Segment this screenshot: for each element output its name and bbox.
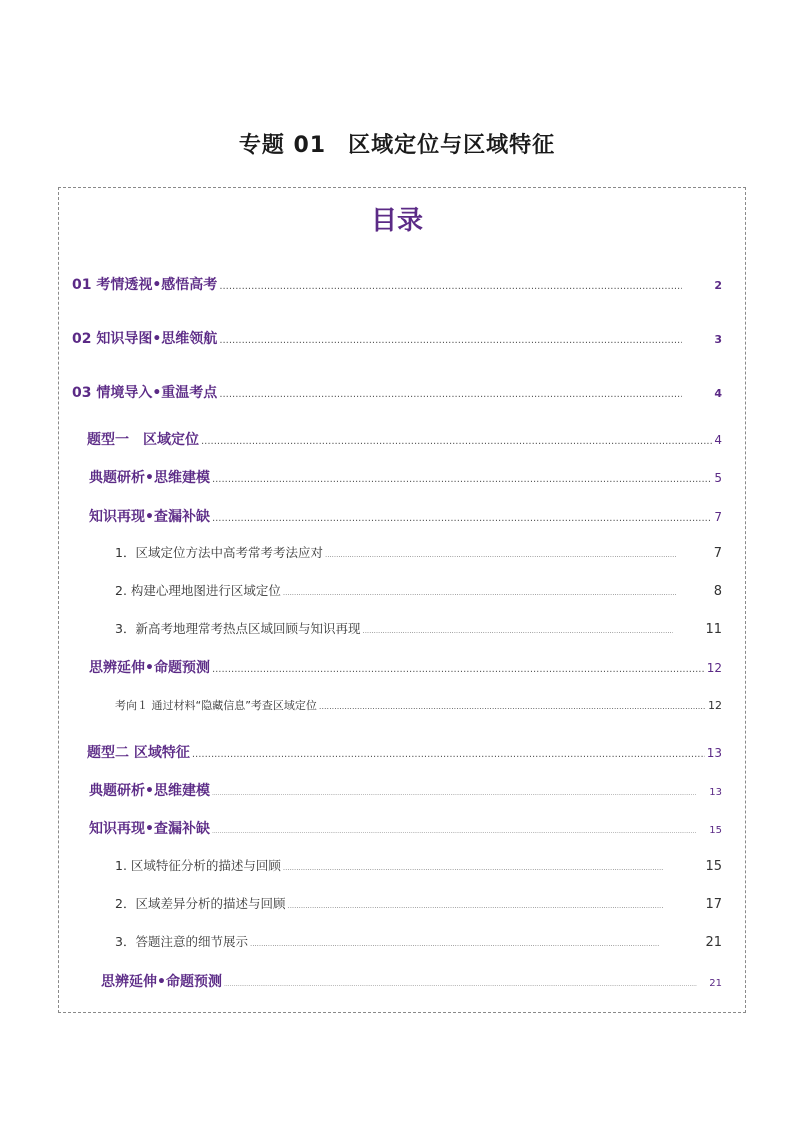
toc-entry-label: 题型二 区域特征 — [87, 745, 190, 761]
toc-entry-page: 15 — [705, 859, 722, 874]
toc-entry-page: 12 — [706, 661, 722, 675]
toc-entry-direction-one[interactable] — [115, 697, 722, 713]
toc-leader — [201, 436, 712, 447]
toc-entry-label: 思辨延伸•命题预测 — [101, 974, 222, 990]
toc-box — [58, 187, 746, 1013]
toc-entry-page: 2 — [714, 279, 722, 292]
toc-leader — [219, 335, 682, 346]
toc-entry-page: 4 — [714, 387, 722, 400]
toc-entry-label: 1．区域定位方法中高考常考考法应对 — [115, 545, 323, 560]
toc-entry-label: 2. 构建心理地图进行区域定位 — [115, 583, 281, 598]
toc-entry-label: 典题研析•思维建模 — [89, 470, 210, 486]
toc-leader — [219, 389, 682, 400]
toc-entry-knowledge-review-two[interactable] — [89, 818, 722, 838]
document-title — [0, 128, 794, 159]
toc-entry-label: 知识再现•查漏补缺 — [89, 509, 210, 525]
toc-entry-page: 7 — [713, 546, 722, 561]
toc-entry-page: 15 — [709, 825, 722, 836]
toc-entry-label: 知识再现•查漏补缺 — [89, 821, 210, 837]
toc-leader — [224, 981, 697, 988]
toc-entry-extension-two[interactable] — [101, 971, 722, 991]
toc-leader — [250, 940, 659, 948]
toc-entry-typical-analysis[interactable] — [89, 467, 722, 487]
toc-entry-knowledge-map[interactable] — [72, 328, 722, 348]
toc-entry-label: 考向１ 通过材料“隐藏信息”考查区域定位 — [115, 699, 317, 712]
toc-entry-page: 5 — [714, 471, 722, 485]
toc-entry-scenario[interactable] — [72, 382, 722, 402]
toc-entry-page: 8 — [713, 584, 722, 599]
toc-leader — [212, 664, 705, 675]
toc-entry-page: 13 — [709, 787, 722, 798]
toc-entry-label: 03 情境导入•重温考点 — [72, 385, 218, 401]
toc-leader — [362, 627, 673, 635]
toc-entry-type-one[interactable] — [87, 429, 722, 449]
toc-heading: 目录 — [370, 206, 423, 236]
toc-leader — [283, 589, 676, 597]
toc-entry-exam-insight[interactable] — [72, 274, 722, 294]
toc-entry-feature-analysis[interactable] — [115, 856, 722, 874]
toc-entry-page: 17 — [705, 897, 722, 912]
toc-entry-label: 2．区域差异分析的描述与回顾 — [115, 896, 286, 911]
toc-entry-label: 典题研析•思维建模 — [89, 783, 210, 799]
toc-leader — [287, 902, 663, 910]
toc-leader — [212, 790, 697, 797]
toc-entry-hot-regions[interactable] — [115, 619, 722, 637]
toc-entry-page: 3 — [714, 333, 722, 346]
toc-entry-label: 思辨延伸•命题预测 — [89, 660, 210, 676]
title-prefix: 专题 01 — [238, 133, 327, 158]
toc-leader — [319, 702, 706, 711]
toc-entry-label: 01 考情透视•感悟高考 — [72, 277, 218, 293]
toc-entry-difference-analysis[interactable] — [115, 894, 722, 912]
toc-entry-label: 1. 区域特征分析的描述与回顾 — [115, 858, 281, 873]
toc-entry-label: 题型一 区域定位 — [87, 432, 199, 448]
toc-leader — [212, 828, 697, 835]
toc-entry-extension-one[interactable] — [89, 657, 722, 677]
toc-leader — [219, 281, 682, 292]
toc-entry-knowledge-review[interactable] — [89, 506, 722, 526]
title-main: 区域定位与区域特征 — [348, 133, 556, 158]
toc-leader — [212, 474, 712, 485]
toc-entry-typical-analysis-two[interactable] — [89, 780, 722, 800]
toc-entry-label: 02 知识导图•思维领航 — [72, 331, 218, 347]
toc-leader — [192, 749, 705, 760]
toc-entry-label: 3．新高考地理常考热点区域回顾与知识再现 — [115, 621, 361, 636]
toc-entry-page: 7 — [714, 510, 722, 524]
toc-leader — [325, 551, 676, 559]
toc-entry-page: 12 — [708, 699, 722, 712]
toc-entry-type-two[interactable] — [87, 742, 722, 762]
toc-entry-page: 21 — [709, 978, 722, 989]
toc-entry-answer-details[interactable] — [115, 932, 722, 950]
toc-entry-page: 11 — [705, 622, 722, 637]
toc-entry-label: 3．答题注意的细节展示 — [115, 934, 248, 949]
toc-entry-method-locating[interactable] — [115, 543, 722, 561]
toc-entry-mental-map[interactable] — [115, 581, 722, 599]
toc-entry-page: 13 — [706, 746, 722, 760]
toc-leader — [212, 513, 712, 524]
toc-entry-page: 21 — [705, 935, 722, 950]
toc-leader — [283, 864, 664, 872]
toc-entry-page: 4 — [714, 433, 722, 447]
